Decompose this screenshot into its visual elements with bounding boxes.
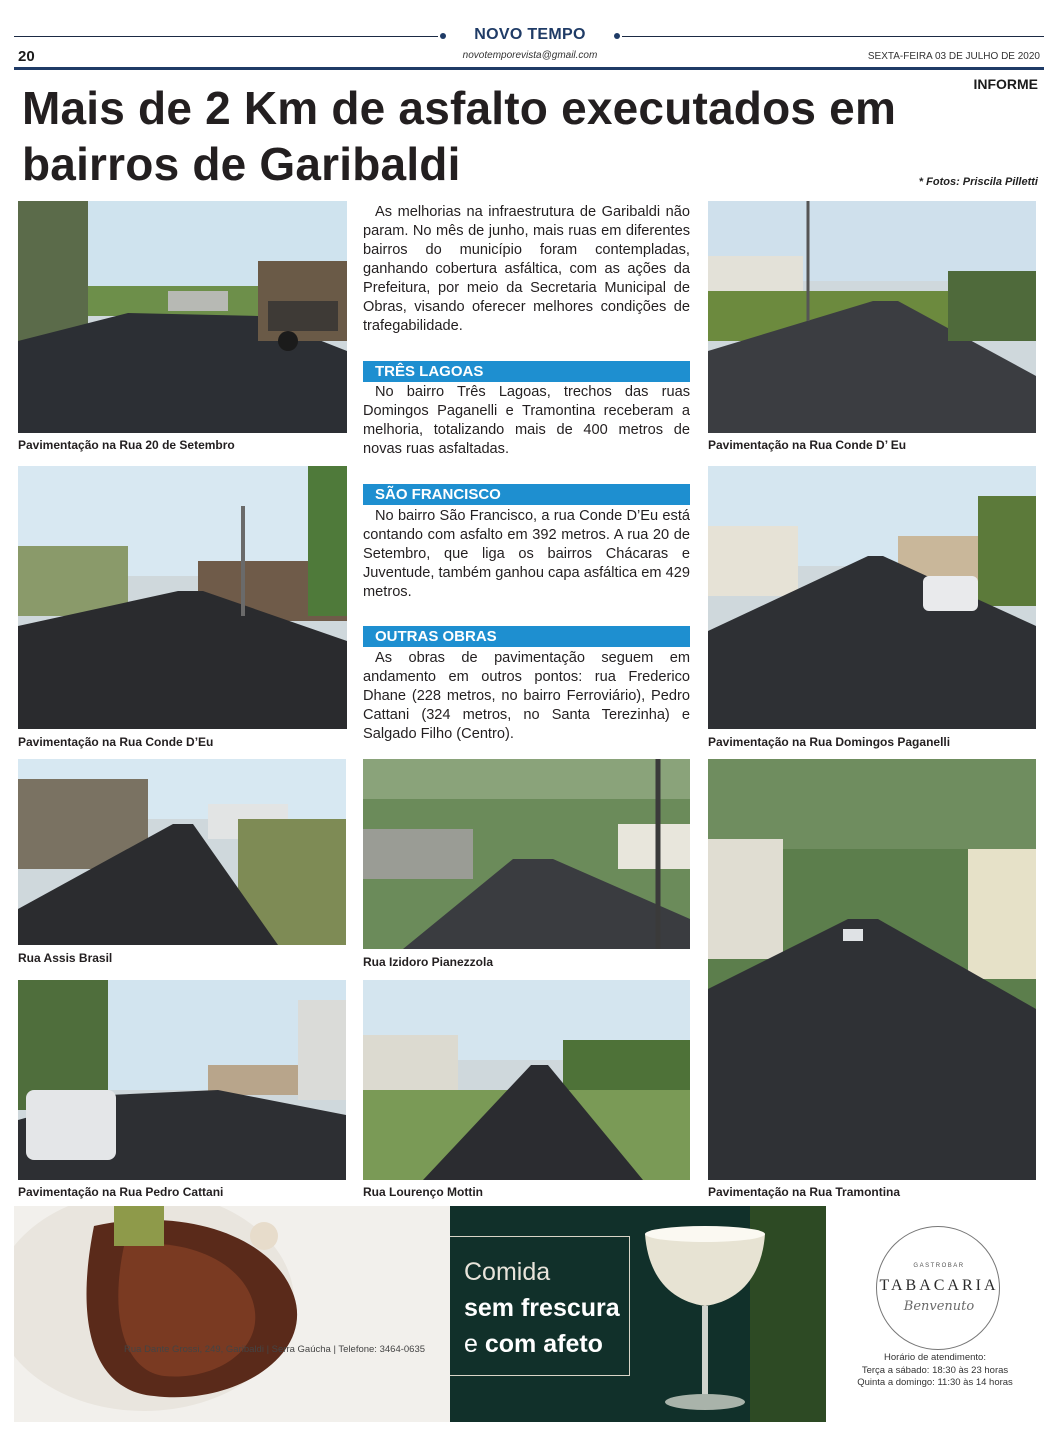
steak-image: [14, 1206, 450, 1422]
logo-gastrobar: GASTROBAR: [913, 1263, 965, 1269]
photo-assis-brasil: [18, 759, 346, 945]
headline-line-2: bairros de Garibaldi: [22, 138, 461, 190]
section-tres-lagoas: [363, 383, 690, 459]
photo-conde-deu-right: [708, 201, 1036, 433]
photo-domingos-paganelli: [708, 466, 1036, 729]
caption-tramontina: Pavimentação na Rua Tramontina: [708, 1185, 901, 1199]
headline-line-1: Mais de 2 Km de asfalto executados em: [22, 82, 897, 134]
page-number: 20: [18, 48, 35, 65]
tabacaria-logo: [876, 1226, 1000, 1350]
photo-tramontina: [708, 759, 1036, 1180]
section-outras-obras: [363, 649, 690, 744]
intro-paragraph: As melhorias na infraestrutura de Garibaldi não param. No mês de junho, mais ruas em diferentes bairros do município foram contempladas, ganhando cobertura asfáltica, com as ações da Prefeitura, por meio da Secretaria Municipal de Obras, visando oferecer melhores condições de trafegabilidade.: [363, 204, 690, 334]
article-intro: [363, 203, 690, 336]
ad-cocktail-panel: [450, 1206, 826, 1422]
caption-lourenco-mottin: Rua Lourenço Mottin: [363, 1185, 483, 1199]
sao-francisco-paragraph: No bairro São Francisco, a rua Conde D’Eu está contando com asfalto em 392 metros. A rua 20 de Setembro, que liga os bairros Chácaras e Juventude, também ganhou capa asfáltica em 429 metros.: [363, 508, 690, 600]
photo-lourenco-mottin: [363, 980, 690, 1180]
outras-obras-paragraph: As obras de pavimentação seguem em andamento em outros pontos: rua Frederico Dhane (228 metros, no bairro Ferroviário), Pedro Cattani (324 metros, no Santa Terezinha) e Salgado Filho (Centro).: [363, 650, 690, 742]
restaurant-advertisement[interactable]: [14, 1206, 1044, 1422]
tres-lagoas-paragraph: No bairro Três Lagoas, trechos das ruas Domingos Paganelli e Tramontina receberam a melhoria, totalizando mais de 400 metros de novas ruas asfaltadas.: [363, 384, 690, 457]
contact-email[interactable]: novotemporevista@gmail.com: [462, 50, 598, 61]
header-rule-bottom: [14, 67, 1044, 70]
header-rule-right: [622, 36, 1044, 37]
caption-conde-deu-left: Pavimentação na Rua Conde D’Eu: [18, 735, 214, 749]
ad-food-photo: [14, 1206, 450, 1422]
opening-hours: [826, 1352, 1044, 1390]
hours-line-1: Terça a sábado: 18:30 às 23 horas: [861, 1364, 1009, 1376]
photo-pedro-cattani: [18, 980, 346, 1180]
caption-rua-20-setembro: Pavimentação na Rua 20 de Setembro: [18, 438, 235, 452]
caption-assis-brasil: Rua Assis Brasil: [18, 951, 113, 965]
caption-domingos-paganelli: Pavimentação na Rua Domingos Paganelli: [708, 735, 951, 749]
ad-address: Rua Dante Grossi, 249, Garibaldi | Serra Gaúcha | Telefone: 3464-0635: [124, 1344, 426, 1355]
issue-date: SEXTA-FEIRA 03 DE JULHO DE 2020: [867, 51, 1040, 62]
article-headline: [22, 80, 982, 192]
photo-conde-deu-left: [18, 466, 347, 729]
subhead-sao-francisco: SÃO FRANCISCO: [363, 484, 690, 505]
section-sao-francisco: [363, 507, 690, 602]
logo-tabacaria: TABACARIA: [879, 1277, 999, 1294]
hours-title: Horário de atendimento:: [884, 1352, 986, 1363]
caption-pedro-cattani: Pavimentação na Rua Pedro Cattani: [18, 1185, 224, 1199]
subhead-outras-obras: OUTRAS OBRAS: [363, 626, 690, 647]
ad-tagline-line-2: sem frescura: [464, 1294, 620, 1322]
ad-brand-panel: [826, 1206, 1044, 1422]
photo-credit: * Fotos: Priscila Pilletti: [918, 176, 1038, 188]
newspaper-brand: NOVO TEMPO: [474, 26, 586, 43]
header-bullet-right: [614, 33, 620, 39]
caption-conde-deu-right: Pavimentação na Rua Conde D’ Eu: [708, 438, 907, 452]
caption-izidoro-pianezzola: Rua Izidoro Pianezzola: [363, 955, 494, 969]
ad-tagline-prefix: e: [464, 1330, 478, 1358]
hours-line-2: Quinta a domingo: 11:30 às 14 horas: [857, 1377, 1013, 1388]
subhead-tres-lagoas: TRÊS LAGOAS: [363, 361, 690, 382]
photo-izidoro-pianezzola: [363, 759, 690, 949]
photo-rua-20-setembro: [18, 201, 347, 433]
ad-tagline-bold: com afeto: [484, 1330, 603, 1358]
header-rule-left: [14, 36, 438, 37]
ad-tagline-line-3: [464, 1330, 603, 1359]
section-label: INFORME: [973, 76, 1038, 92]
ad-tagline-line-1: Comida: [464, 1258, 551, 1286]
logo-benvenuto: Benvenuto: [903, 1299, 975, 1314]
